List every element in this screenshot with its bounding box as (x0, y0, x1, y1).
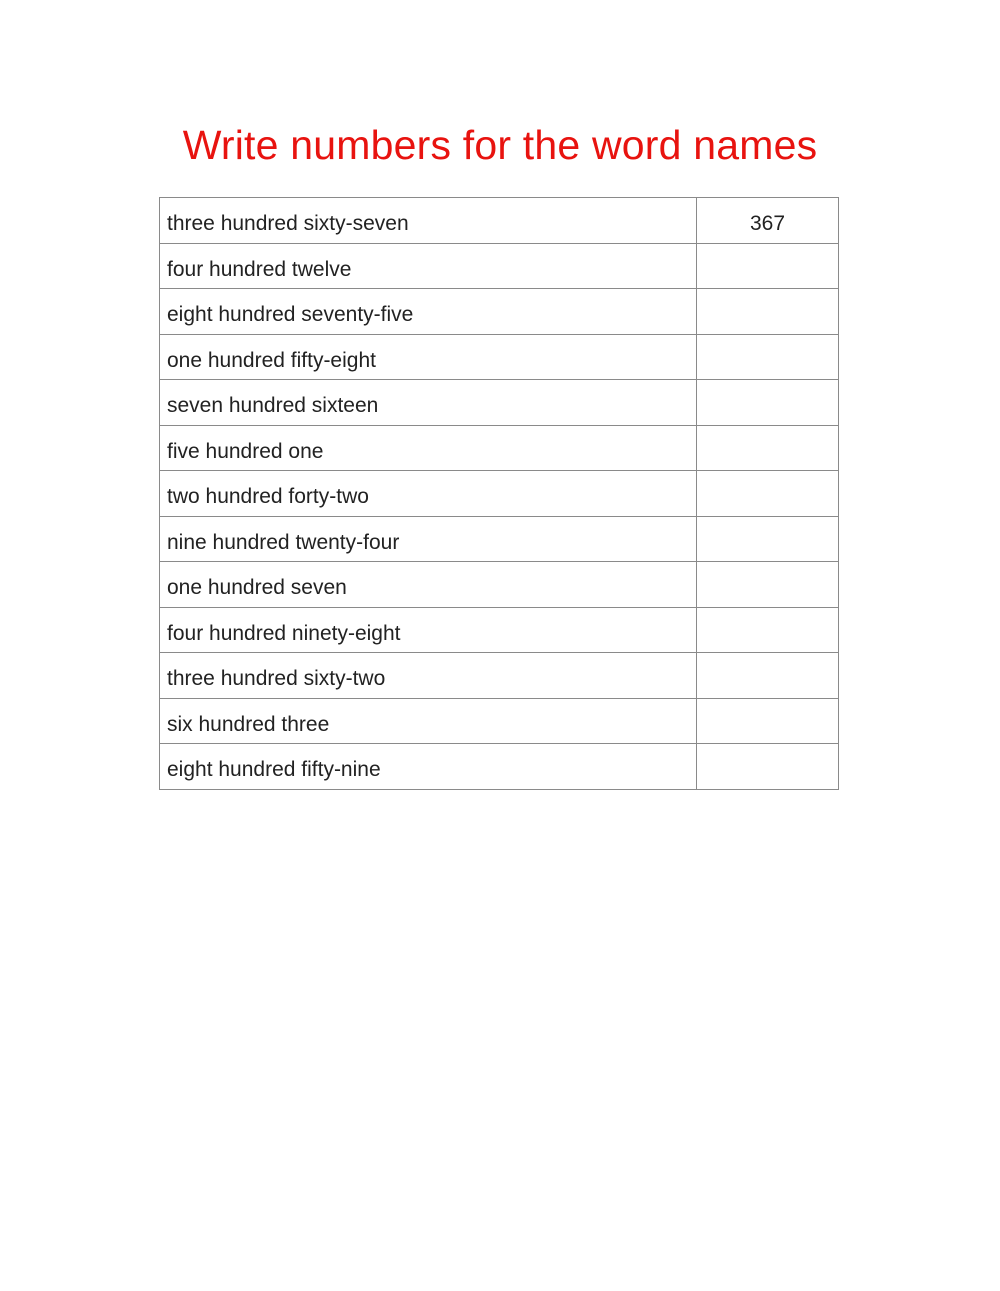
word-name-cell: nine hundred twenty-four (160, 516, 697, 562)
table-row (160, 471, 839, 517)
word-name-cell: two hundred forty-two (160, 471, 697, 517)
number-words-table (159, 197, 839, 790)
table-row (160, 744, 839, 790)
answer-cell[interactable] (697, 516, 839, 562)
table-row (160, 516, 839, 562)
word-name-cell: one hundred seven (160, 562, 697, 608)
table-row (160, 653, 839, 699)
table-row (160, 607, 839, 653)
answer-cell[interactable]: 367 (697, 198, 839, 244)
word-name-cell: three hundred sixty-seven (160, 198, 697, 244)
word-name-cell: seven hundred sixteen (160, 380, 697, 426)
answer-cell[interactable] (697, 289, 839, 335)
word-name-cell: eight hundred seventy-five (160, 289, 697, 335)
answer-cell[interactable] (697, 243, 839, 289)
page-title: Write numbers for the word names (182, 122, 818, 168)
answer-cell[interactable] (697, 653, 839, 699)
word-name-cell: four hundred ninety-eight (160, 607, 697, 653)
answer-cell[interactable] (697, 334, 839, 380)
table-row (160, 698, 839, 744)
table-row (160, 243, 839, 289)
word-name-cell: six hundred three (160, 698, 697, 744)
table-row (160, 562, 839, 608)
table-row (160, 289, 839, 335)
answer-cell[interactable] (697, 562, 839, 608)
word-name-cell: four hundred twelve (160, 243, 697, 289)
table-row (160, 380, 839, 426)
answer-cell[interactable] (697, 744, 839, 790)
answer-cell[interactable] (697, 425, 839, 471)
table-row (160, 425, 839, 471)
table-row (160, 198, 839, 244)
answer-cell[interactable] (697, 380, 839, 426)
answer-cell[interactable] (697, 607, 839, 653)
answer-cell[interactable] (697, 698, 839, 744)
word-name-cell: five hundred one (160, 425, 697, 471)
table-row (160, 334, 839, 380)
word-name-cell: three hundred sixty-two (160, 653, 697, 699)
word-name-cell: one hundred fifty-eight (160, 334, 697, 380)
answer-cell[interactable] (697, 471, 839, 517)
word-name-cell: eight hundred fifty-nine (160, 744, 697, 790)
